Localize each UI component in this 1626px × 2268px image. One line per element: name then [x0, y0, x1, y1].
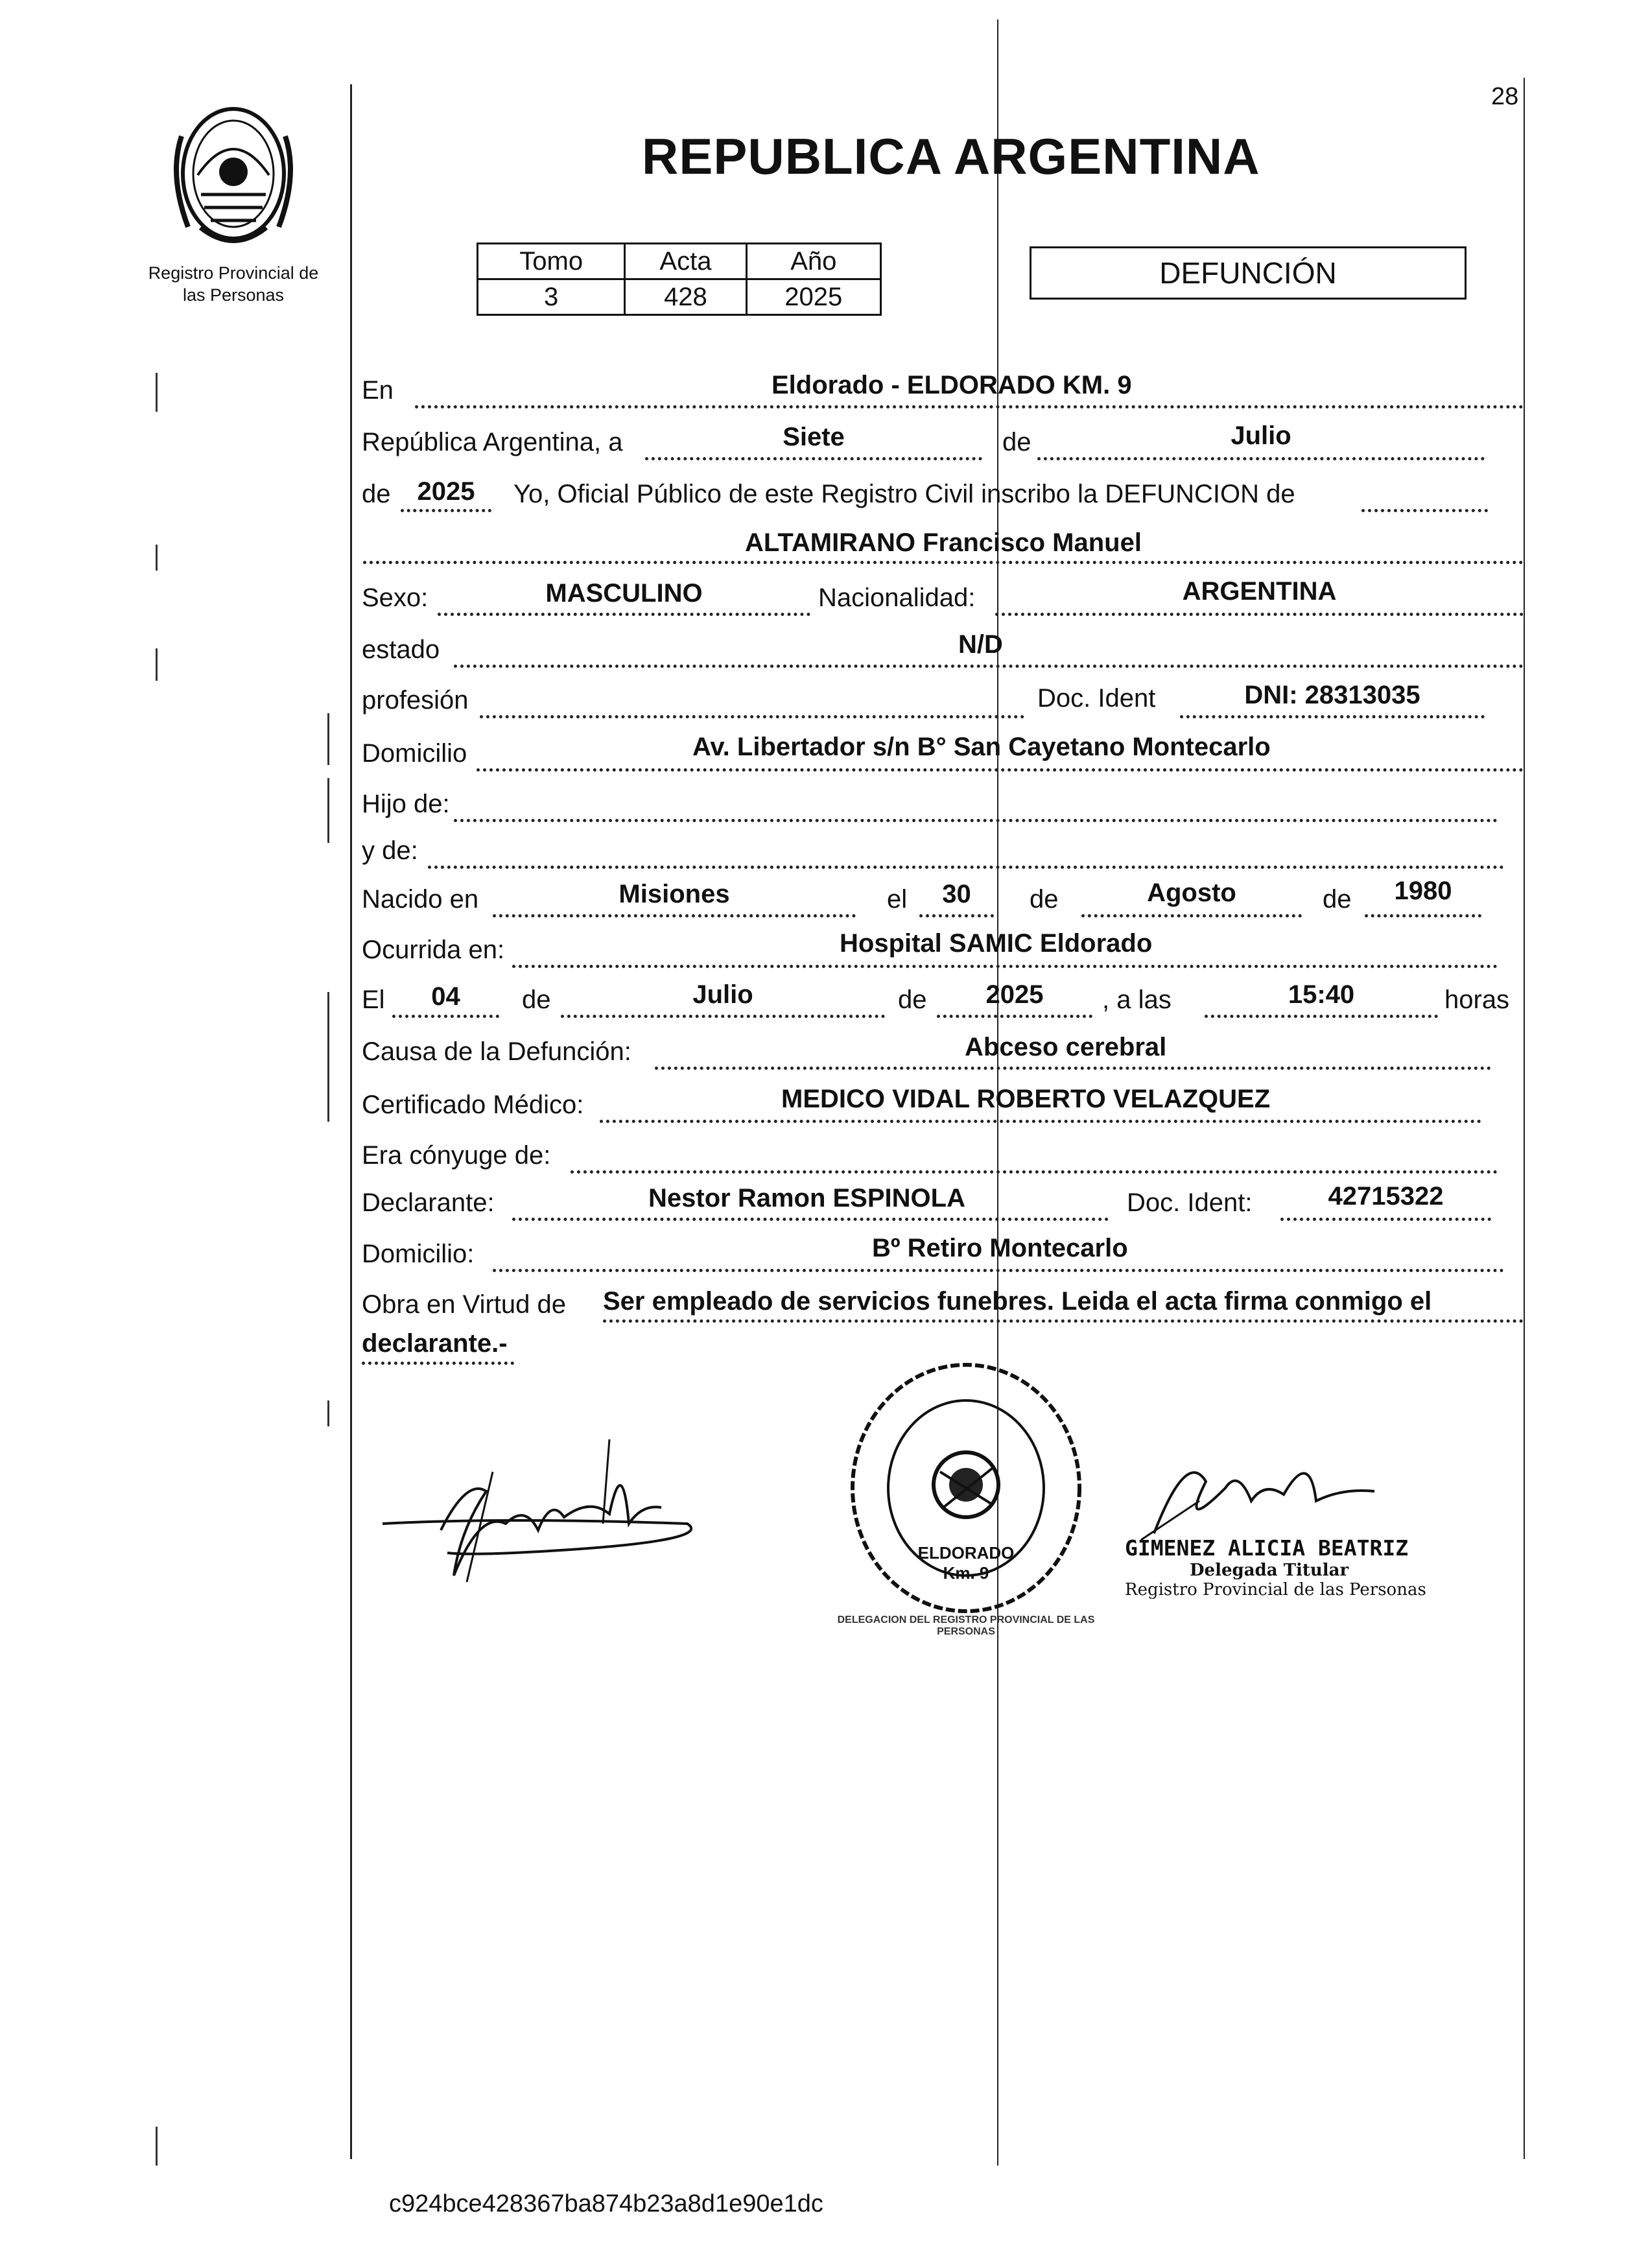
profesion-label: profesión	[362, 686, 469, 715]
margin-tick	[327, 992, 329, 1122]
declarante-doc-label: Doc. Ident:	[1127, 1188, 1253, 1217]
margin-tick	[327, 713, 329, 765]
month-text: Julio	[1231, 421, 1291, 450]
table-header-anio: Año	[746, 244, 880, 279]
obra-line	[603, 1319, 1524, 1323]
seal-ring-text: DELEGACION DEL REGISTRO PROVINCIAL DE LAS PERSONAS	[837, 1614, 1095, 1637]
death-time: 15:40	[1288, 980, 1355, 1009]
death-day: 04	[431, 982, 460, 1011]
right-margin-rule	[1524, 78, 1525, 2159]
sexo-line	[438, 613, 810, 616]
table-value-acta: 428	[625, 279, 746, 315]
record-table	[477, 242, 882, 316]
registry-name-line1: Registro Provincial de	[148, 263, 319, 283]
birth-day: 30	[942, 880, 971, 908]
declarant-signature	[376, 1426, 713, 1601]
day-text: Siete	[783, 423, 845, 451]
page-number: 28	[1491, 83, 1519, 110]
official-office: Registro Provincial de las Personas	[1125, 1580, 1426, 1600]
el-label: el	[887, 885, 908, 914]
margin-tick	[156, 2127, 158, 2166]
provincial-emblem	[162, 97, 305, 253]
registry-name-line2: las Personas	[182, 285, 285, 305]
doc-label: Doc. Ident	[1037, 684, 1156, 713]
year-line	[401, 509, 491, 512]
nacido-label: Nacido en	[362, 885, 479, 914]
record-type-box	[1030, 246, 1467, 300]
ocurrida-value: Hospital SAMIC Eldorado	[840, 929, 1153, 958]
month-line	[1037, 457, 1485, 460]
certificado-value: MEDICO VIDAL ROBERTO VELAZQUEZ	[781, 1085, 1271, 1113]
declarante-doc-line	[1280, 1218, 1491, 1221]
hijo-label: Hijo de:	[362, 790, 450, 818]
margin-tick	[327, 778, 329, 843]
death-year: 2025	[985, 980, 1044, 1009]
table-header-tomo: Tomo	[478, 244, 625, 279]
en-line	[415, 405, 1524, 408]
name-line	[363, 561, 1524, 564]
domicilio2-label: Domicilio:	[362, 1240, 475, 1268]
sexo-value: MASCULINO	[545, 579, 703, 608]
causa-label: Causa de la Defunción:	[362, 1037, 631, 1066]
birth-year-line	[1365, 914, 1481, 917]
domicilio2-line	[493, 1269, 1504, 1272]
profesion-line	[480, 715, 1024, 718]
ocurrida-line	[512, 965, 1498, 968]
de-death-year-label: de	[898, 986, 927, 1014]
death-year-line	[937, 1015, 1092, 1018]
nacido-value: Misiones	[619, 880, 730, 908]
republica-label: República Argentina, a	[362, 428, 623, 456]
table-header-acta: Acta	[625, 244, 746, 279]
ocurrida-label: Ocurrida en:	[362, 936, 505, 964]
birth-month: Agosto	[1147, 879, 1236, 907]
de-label: de	[1002, 428, 1031, 456]
doc-line	[1180, 715, 1485, 718]
registry-name	[123, 262, 344, 306]
alas-label: , a las	[1102, 986, 1172, 1014]
oficial-line	[1361, 509, 1488, 512]
deceased-name: ALTAMIRANO Francisco Manuel	[745, 528, 1142, 557]
de-death-month-label: de	[522, 986, 551, 1014]
official-signature	[1128, 1443, 1387, 1546]
death-month: Julio	[692, 980, 753, 1009]
day-line	[645, 457, 982, 460]
time-line	[1205, 1015, 1438, 1018]
year-value: 2025	[417, 477, 475, 506]
de-birth-year-label: de	[1323, 885, 1352, 914]
domicilio-label: Domicilio	[362, 739, 467, 768]
death-day-line	[392, 1015, 499, 1018]
yde-line	[428, 866, 1504, 869]
estado-line	[454, 665, 1524, 668]
record-type: DEFUNCIÓN	[1159, 256, 1337, 290]
table-value-tomo: 3	[478, 279, 625, 315]
birth-month-line	[1081, 914, 1302, 917]
nacionalidad-line	[995, 613, 1524, 616]
domicilio-line	[477, 768, 1524, 772]
sexo-label: Sexo:	[362, 584, 429, 612]
nacido-line	[493, 914, 856, 917]
oficial-text: Yo, Oficial Público de este Registro Civil inscribo la DEFUNCION de	[513, 480, 1295, 508]
page-title: REPUBLICA ARGENTINA	[642, 128, 1260, 185]
left-margin-rule	[350, 84, 352, 2159]
declarante-label: Declarante:	[362, 1188, 495, 1217]
estado-value: N/D	[958, 630, 1003, 659]
margin-tick	[156, 545, 158, 571]
causa-value: Abceso cerebral	[965, 1033, 1167, 1061]
nacionalidad-value: ARGENTINA	[1182, 577, 1337, 606]
en-value: Eldorado - ELDORADO KM. 9	[772, 371, 1132, 399]
margin-tick	[156, 373, 158, 412]
official-name: GIMENEZ ALICIA BEATRIZ	[1125, 1535, 1409, 1561]
margin-tick	[327, 1400, 329, 1426]
official-seal	[836, 1355, 1096, 1637]
de-birth-month-label: de	[1030, 885, 1059, 914]
obra-label: Obra en Virtud de	[362, 1290, 567, 1319]
el2-label: El	[362, 986, 385, 1014]
official-stamp	[1125, 1535, 1462, 1600]
official-role: Delegada Titular	[1190, 1561, 1349, 1580]
estado-label: estado	[362, 635, 440, 664]
nacionalidad-label: Nacionalidad:	[818, 584, 976, 612]
doc-value: DNI: 28313035	[1244, 681, 1420, 709]
birth-day-line	[919, 914, 994, 917]
death-month-line	[561, 1015, 885, 1018]
obra-text: Ser empleado de servicios funebres. Leida el acta firma conmigo el	[603, 1287, 1432, 1316]
yde-label: y de:	[362, 836, 418, 865]
obra-text2: declarante.-	[362, 1329, 508, 1358]
declarante-line	[512, 1218, 1109, 1221]
birth-year: 1980	[1394, 877, 1452, 905]
domicilio-value: Av. Libertador s/n B° San Cayetano Montecarlo	[692, 733, 1271, 761]
declarante-doc: 42715322	[1328, 1182, 1444, 1211]
certificado-line	[600, 1120, 1481, 1123]
seal-inner-text: ELDORADO Km. 9	[917, 1543, 1015, 1583]
horas-label: horas	[1444, 986, 1510, 1014]
conyuge-line	[571, 1170, 1498, 1174]
obra-line2	[362, 1362, 514, 1365]
margin-tick	[156, 648, 158, 681]
table-value-anio: 2025	[746, 279, 880, 315]
certificado-label: Certificado Médico:	[362, 1091, 584, 1119]
causa-line	[655, 1067, 1491, 1070]
document-hash: c924bce428367ba874b23a8d1e90e1dc	[389, 2190, 823, 2217]
domicilio2-value: Bº Retiro Montecarlo	[872, 1234, 1128, 1262]
en-label: En	[362, 376, 394, 405]
declarante-value: Nestor Ramon ESPINOLA	[648, 1184, 965, 1212]
de-year-label: de	[362, 480, 391, 508]
hijo-line	[454, 819, 1498, 822]
conyuge-label: Era cónyuge de:	[362, 1141, 551, 1170]
